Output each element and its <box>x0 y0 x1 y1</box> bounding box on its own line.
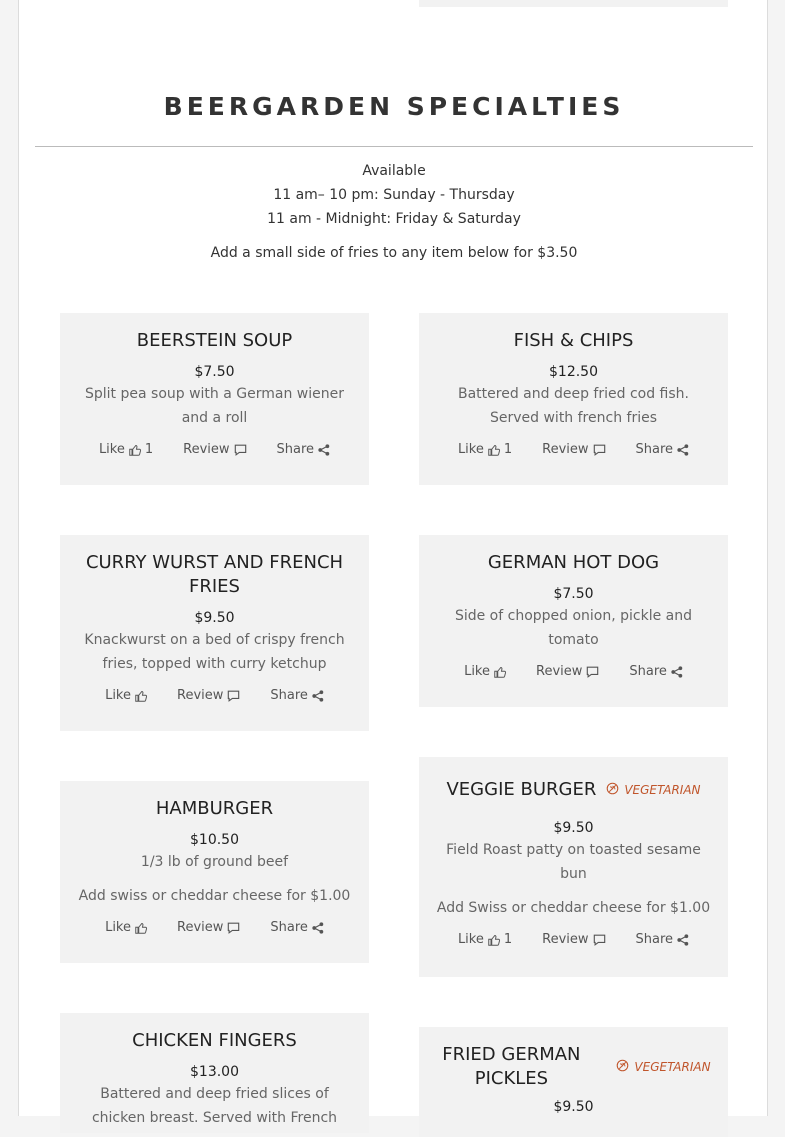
review-button[interactable] <box>542 442 605 457</box>
menu-item-card <box>60 313 369 485</box>
menu-item-title: GERMAN HOT DOG <box>487 552 660 573</box>
share-button[interactable] <box>270 920 324 935</box>
review-button[interactable] <box>183 442 246 457</box>
share-icon <box>318 444 330 456</box>
menu-item-price: $9.50 <box>553 1099 594 1115</box>
menu-item-actions <box>419 932 728 969</box>
like-button[interactable] <box>105 920 147 935</box>
menu-item-actions <box>60 920 369 957</box>
menu-page <box>18 0 768 1126</box>
review-button[interactable] <box>536 664 599 679</box>
like-label: Like <box>105 688 131 703</box>
like-button[interactable] <box>464 664 506 679</box>
review-label: Review <box>542 442 589 457</box>
menu-item-header <box>419 778 728 802</box>
share-button[interactable] <box>636 442 690 457</box>
menu-item-card <box>419 313 728 485</box>
review-label: Review <box>536 664 583 679</box>
availability-weekday-hours: 11 am– 10 pm: Sunday - Thursday <box>273 187 515 203</box>
like-button[interactable] <box>99 442 153 457</box>
vegetarian-icon <box>606 782 619 798</box>
share-button[interactable] <box>629 664 683 679</box>
menu-item-description: Field Roast patty on toasted sesame bun <box>446 842 701 882</box>
menu-item-description: Knackwurst on a bed of crispy french fries, topped with curry ketchup <box>84 632 345 672</box>
share-label: Share <box>629 664 667 679</box>
menu-item-price: $7.50 <box>194 364 235 380</box>
section-title: BEERGARDEN SPECIALTIES <box>163 92 625 121</box>
menu-item-actions <box>419 442 728 479</box>
like-label: Like <box>98 442 125 457</box>
menu-item-title: CHICKEN FINGERS <box>132 1030 297 1051</box>
menu-item-description: 1/3 lb of ground beef <box>140 854 289 870</box>
share-label: Share <box>635 442 674 457</box>
share-label: Share <box>635 932 674 947</box>
share-label: Share <box>270 920 308 935</box>
menu-item-title: FRIED GERMAN PICKLES <box>442 1044 581 1089</box>
menu-item-price: $10.50 <box>190 832 239 848</box>
vegetarian-icon <box>616 1059 629 1075</box>
thumbs-up-icon <box>135 922 147 934</box>
menu-item-card <box>60 1013 369 1133</box>
like-button[interactable] <box>458 442 512 457</box>
availability-heading: Available <box>362 163 426 179</box>
review-label: Review <box>177 920 224 935</box>
thumbs-up-icon <box>488 444 500 456</box>
share-icon <box>671 666 683 678</box>
menu-item-addon: Add Swiss or cheddar cheese for $1.00 <box>436 900 711 916</box>
menu-item-card <box>419 535 728 707</box>
like-count: 1 <box>144 442 154 457</box>
fries-side-note: Add a small side of fries to any item below for $3.50 <box>210 245 578 261</box>
menu-item-title: VEGGIE BURGER <box>446 779 597 800</box>
like-count: 1 <box>503 442 513 457</box>
menu-item-card <box>60 781 369 963</box>
like-label: Like <box>457 932 484 947</box>
share-icon <box>677 934 689 946</box>
share-button[interactable] <box>636 932 690 947</box>
menu-item-price: $9.50 <box>553 820 594 836</box>
comment-icon <box>227 690 240 702</box>
menu-item-title: CURRY WURST AND FRENCH FRIES <box>85 552 344 597</box>
vegetarian-label: VEGETARIAN <box>624 783 701 797</box>
thumbs-up-icon <box>494 666 506 678</box>
like-label: Like <box>464 664 490 679</box>
vegetarian-badge <box>616 1059 710 1075</box>
menu-item-price: $13.00 <box>190 1064 239 1080</box>
share-icon <box>312 922 324 934</box>
menu-item-description: Battered and deep fried slices of chicken breast. Served with French <box>91 1086 338 1126</box>
menu-item-card <box>60 535 369 731</box>
menu-item-title: HAMBURGER <box>155 798 274 819</box>
share-button[interactable] <box>277 442 331 457</box>
share-icon <box>312 690 324 702</box>
like-button[interactable] <box>105 688 147 703</box>
menu-item-actions <box>419 664 728 701</box>
menu-item-card <box>419 757 728 977</box>
review-button[interactable] <box>177 688 240 703</box>
vegetarian-badge <box>606 782 700 798</box>
menu-item-description: Side of chopped onion, pickle and tomato <box>454 608 693 648</box>
review-button[interactable] <box>542 932 605 947</box>
like-button[interactable] <box>458 932 512 947</box>
like-label: Like <box>105 920 131 935</box>
menu-item-price: $12.50 <box>549 364 598 380</box>
comment-icon <box>586 666 599 678</box>
availability-weekend-hours: 11 am - Midnight: Friday & Saturday <box>267 211 521 227</box>
menu-item-description: Split pea soup with a German wiener and a roll <box>85 386 344 426</box>
menu-item-title: BEERSTEIN SOUP <box>136 330 293 351</box>
review-button[interactable] <box>177 920 240 935</box>
review-label: Review <box>542 932 589 947</box>
comment-icon <box>593 444 606 456</box>
comment-icon <box>234 444 247 456</box>
share-label: Share <box>270 688 308 703</box>
menu-item-addon: Add swiss or cheddar cheese for $1.00 <box>78 888 351 904</box>
menu-item-actions <box>60 688 369 725</box>
thumbs-up-icon <box>135 690 147 702</box>
share-icon <box>677 444 689 456</box>
review-label: Review <box>177 688 224 703</box>
section-divider <box>35 146 753 147</box>
menu-item-header <box>419 1043 728 1091</box>
menu-item-price: $9.50 <box>194 610 235 626</box>
comment-icon <box>593 934 606 946</box>
like-label: Like <box>457 442 484 457</box>
vegetarian-label: VEGETARIAN <box>634 1060 711 1074</box>
menu-item-title: FISH & CHIPS <box>513 330 634 351</box>
menu-item-card <box>419 1027 728 1137</box>
thumbs-up-icon <box>488 934 500 946</box>
menu-item-description: Battered and deep fried cod fish. Served with french fries <box>458 386 689 426</box>
menu-item-price: $7.50 <box>553 586 594 602</box>
previous-card-fragment <box>419 0 728 7</box>
menu-item-actions <box>60 442 369 479</box>
share-label: Share <box>276 442 315 457</box>
thumbs-up-icon <box>129 444 141 456</box>
like-count: 1 <box>503 932 513 947</box>
share-button[interactable] <box>270 688 324 703</box>
review-label: Review <box>183 442 230 457</box>
comment-icon <box>227 922 240 934</box>
